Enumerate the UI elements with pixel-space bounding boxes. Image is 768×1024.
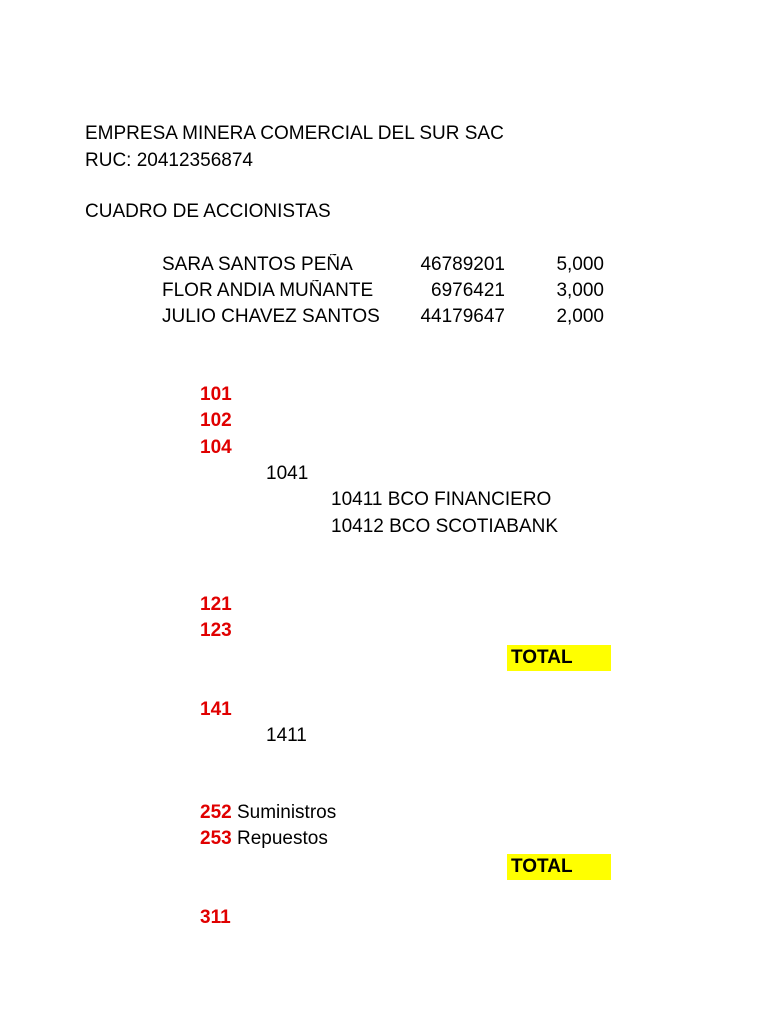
company-ruc: RUC: 20412356874	[85, 150, 253, 171]
account-label-252: Suministros	[231, 802, 337, 823]
subaccount-1411: 1411	[266, 725, 307, 746]
section-title: CUADRO DE ACCIONISTAS	[85, 201, 331, 222]
shareholder-shares: 5,000	[556, 254, 604, 275]
shareholder-name: FLOR ANDIA MUÑANTE	[162, 280, 374, 301]
shareholder-id: 44179647	[420, 306, 505, 327]
subaccount-1041: 1041	[266, 463, 309, 484]
account-line-252	[200, 802, 336, 824]
account-code-102: 102	[200, 410, 232, 431]
total-label: TOTAL	[507, 645, 611, 671]
account-code-123: 123	[200, 620, 232, 641]
account-code-311: 311	[200, 907, 231, 928]
account-label-253: Repuestos	[231, 828, 328, 849]
account-code-101: 101	[200, 384, 232, 405]
shareholder-name: JULIO CHAVEZ SANTOS	[162, 306, 380, 327]
shareholder-id: 6976421	[431, 280, 505, 301]
subaccount-10412: 10412 BCO SCOTIABANK	[331, 516, 559, 537]
account-code-253: 253	[200, 828, 232, 849]
shareholder-name: SARA SANTOS PEÑA	[162, 254, 353, 275]
total-label: TOTAL	[507, 854, 611, 880]
shareholder-shares: 2,000	[556, 306, 604, 327]
shareholder-shares: 3,000	[556, 280, 604, 301]
account-code-121: 121	[200, 594, 232, 615]
subaccount-10411: 10411 BCO FINANCIERO	[331, 489, 552, 510]
shareholder-id: 46789201	[420, 254, 505, 275]
account-code-252: 252	[200, 802, 232, 823]
account-code-104: 104	[200, 437, 232, 458]
company-name: EMPRESA MINERA COMERCIAL DEL SUR SAC	[85, 123, 504, 144]
account-code-141: 141	[200, 699, 232, 720]
account-line-253	[200, 828, 328, 850]
